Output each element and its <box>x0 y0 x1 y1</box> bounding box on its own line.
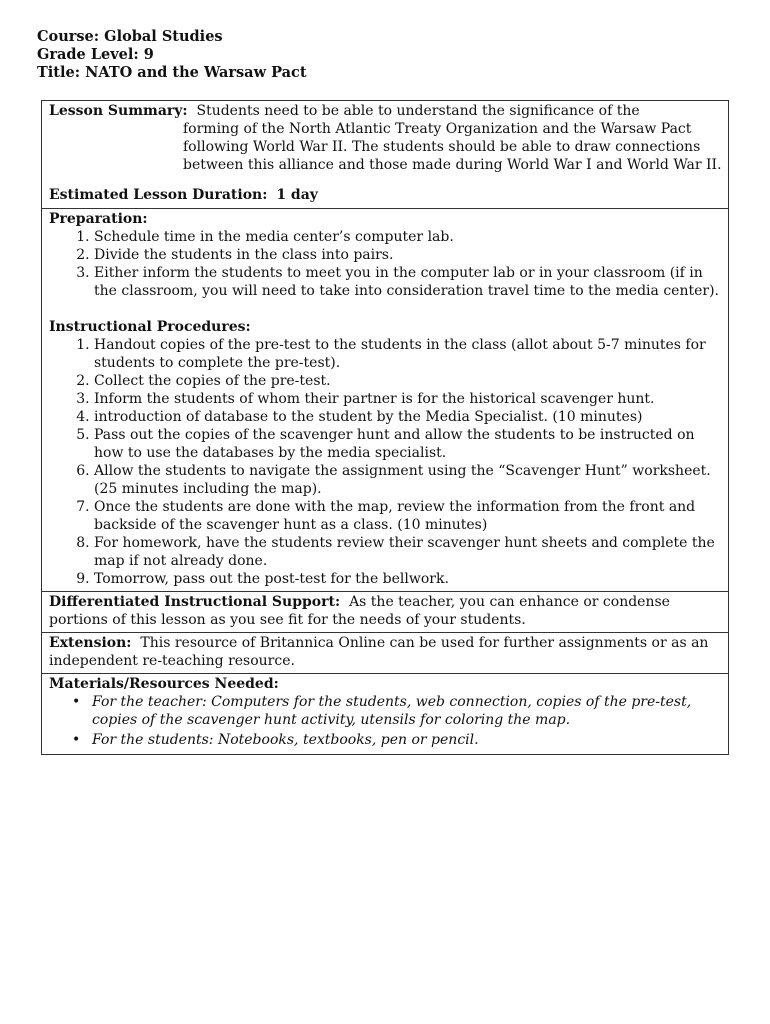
procedures-list <box>49 336 722 588</box>
list-item: 3. Inform the students of whom their partner is for the historical scavenger hunt. <box>94 390 722 408</box>
duration-label: Estimated Lesson Duration: <box>49 187 268 203</box>
procedures-cell <box>42 208 728 591</box>
summary-label: Lesson Summary: <box>49 103 188 119</box>
procedures-label: Instructional Procedures: <box>49 319 251 335</box>
list-item: 5. Pass out the copies of the scavenger hunt and allow the students to be instructed on how to use the databases by the media specialist. <box>94 426 722 462</box>
materials-label: Materials/Resources Needed: <box>49 676 279 692</box>
list-item: 2. Collect the copies of the pre-test. <box>94 372 722 390</box>
differentiated-text: As the teacher, you can enhance or condense portions of this lesson as you see fit for the needs of your students. <box>49 594 670 628</box>
summary-cell <box>42 101 728 208</box>
preparation-list <box>49 228 722 300</box>
summary-first-line: Students need to be able to understand the significance of the <box>196 103 640 119</box>
list-item: 9. Tomorrow, pass out the post-test for the bellwork. <box>94 570 722 588</box>
preparation-label: Preparation: <box>49 211 148 227</box>
list-item: 7. Once the students are done with the map, review the information from the front and backside of the scavenger hunt as a class. (10 minutes) <box>94 498 722 534</box>
list-item: 1. Schedule time in the media center’s computer lab. <box>94 228 722 246</box>
summary-text: forming of the North Atlantic Treaty Organization and the Warsaw Pact following World War II. The students should be able to draw connections between this alliance and those made during World War I and World War II. <box>183 121 722 173</box>
document-header <box>37 28 307 82</box>
course-line: Course: Global Studies <box>37 28 223 45</box>
list-item: 3. Either inform the students to meet you in the computer lab or in your classroom (if in the classroom, you will need to take into consideration travel time to the media center). <box>94 264 722 300</box>
list-item: 1. Handout copies of the pre-test to the students in the class (allot about 5-7 minutes for students to complete the pre-test). <box>94 336 722 372</box>
duration-value: 1 day <box>276 187 318 203</box>
list-item: • For the students: Notebooks, textbooks, pen or pencil. <box>92 731 722 749</box>
list-item: 8. For homework, have the students review their scavenger hunt sheets and complete the map if not already done. <box>94 534 722 570</box>
extension-text: This resource of Britannica Online can be used for further assignments or as an independent re-teaching resource. <box>49 635 709 669</box>
list-item: 6. Allow the students to navigate the assignment using the “Scavenger Hunt” worksheet. (25 minutes including the map). <box>94 462 722 498</box>
materials-list <box>49 693 722 749</box>
list-item: • For the teacher: Computers for the students, web connection, copies of the pre-test, copies of the scavenger hunt activity, utensils for coloring the map. <box>92 693 722 729</box>
list-item: 4. introduction of database to the student by the Media Specialist. (10 minutes) <box>94 408 722 426</box>
grade-line: Grade Level: 9 <box>37 46 154 63</box>
lesson-table <box>41 100 729 755</box>
extension-cell <box>42 632 728 673</box>
duration-row <box>49 186 722 204</box>
title-line: Title: NATO and the Warsaw Pact <box>37 64 307 81</box>
extension-label: Extension: <box>49 635 132 651</box>
materials-cell <box>42 673 728 754</box>
list-item: 2. Divide the students in the class into pairs. <box>94 246 722 264</box>
differentiated-cell <box>42 591 728 632</box>
differentiated-label: Differentiated Instructional Support: <box>49 594 341 610</box>
